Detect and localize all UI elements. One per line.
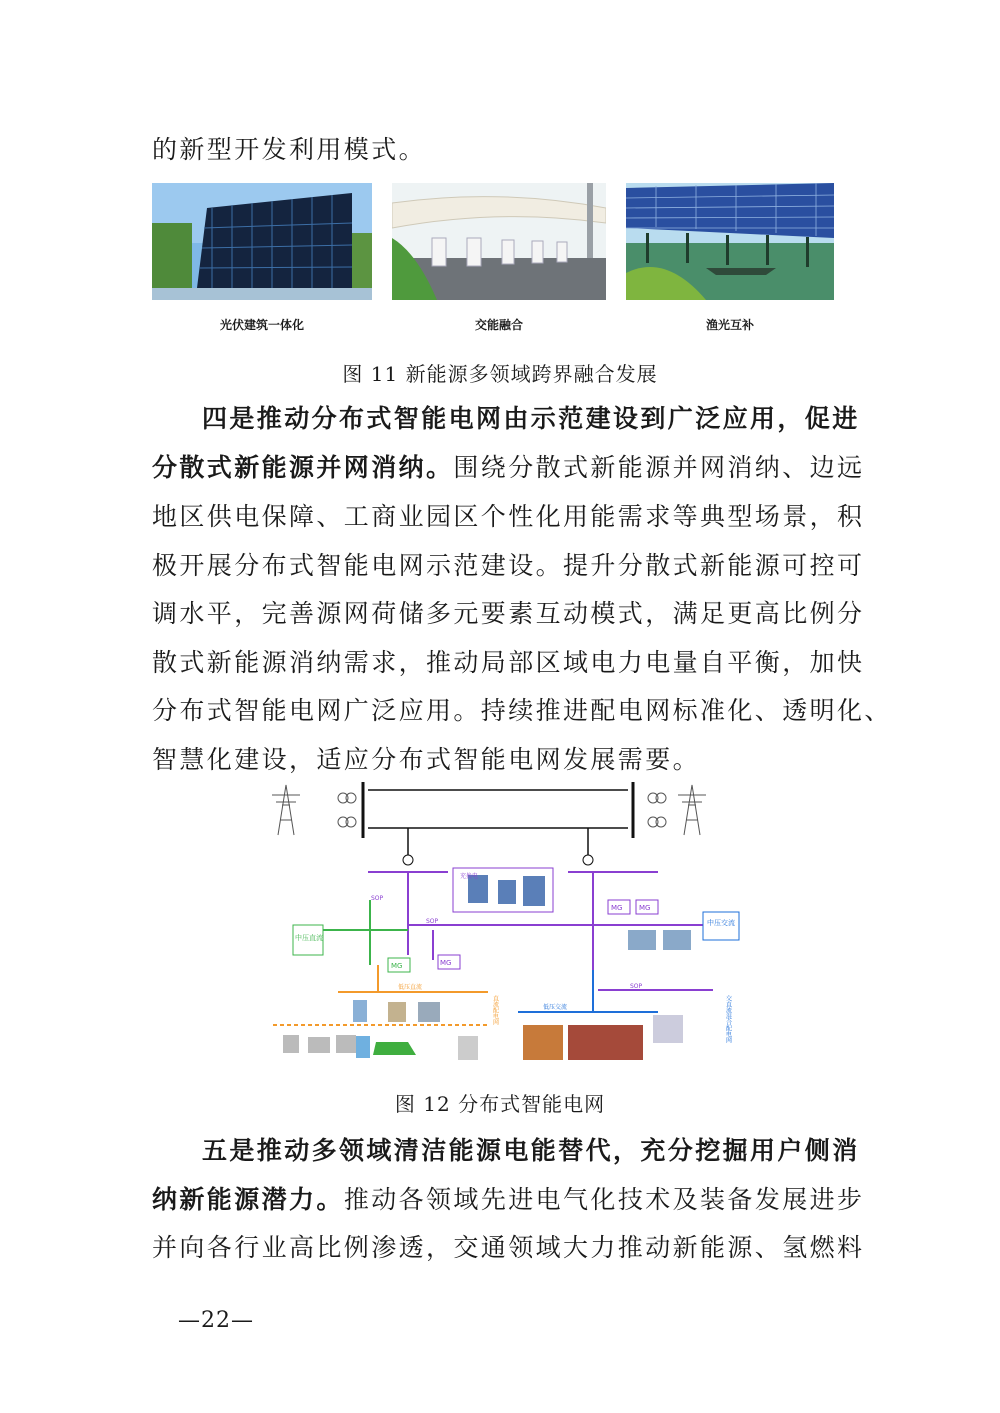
smart-grid-diagram <box>258 780 748 1066</box>
label-mv-ac: 中压交流 <box>707 919 735 927</box>
figure-12-caption: 图 12 分布式智能电网 <box>394 1092 606 1116</box>
photo-label-fishery: 渔光互补 <box>705 318 754 332</box>
section5-line2 <box>152 1183 865 1217</box>
photo-label-pv-building: 光伏建筑一体化 <box>219 318 304 332</box>
section5-heading-line1: 五是推动多领域清洁能源电能替代，充分挖掘用户侧消 <box>202 1136 860 1165</box>
section4-line2 <box>152 451 865 485</box>
section4-line8: 智慧化建设，适应分布式智能电网发展需要。 <box>152 745 701 774</box>
section4-line5: 调水平，完善源网荷储多元要素互动模式，满足更高比例分 <box>152 599 865 628</box>
label-mv-dc: 中压直流 <box>295 934 323 942</box>
label-charging: 充换电 <box>460 873 479 880</box>
section4-line4: 极开展分布式智能电网示范建设。提升分散式新能源可控可 <box>152 551 865 580</box>
section4-line3: 地区供电保障、工商业园区个性化用能需求等典型场景，积 <box>152 502 865 531</box>
section4-line7: 分布式智能电网广泛应用。持续推进配电网标准化、透明化、 <box>152 696 892 725</box>
tower-left <box>272 785 300 835</box>
section5-line2-rest: 推动各领域先进电气化技术及装备发展进步 <box>343 1185 865 1214</box>
section5-heading-tail: 纳新能源潜力。 <box>152 1185 344 1214</box>
photo-fishery-pv <box>626 183 834 300</box>
figure-11-caption: 图 11 新能源多领域跨界融合发展 <box>342 362 658 386</box>
intro-text: 的新型开发利用模式。 <box>152 135 427 164</box>
label-lv-ac: 低压交流 <box>543 1004 568 1011</box>
label-mg-3: MG <box>611 904 623 912</box>
label-sop-1: SOP <box>371 895 384 902</box>
label-mg-2: MG <box>391 962 403 970</box>
photo-label-charging: 交能融合 <box>474 318 523 332</box>
photo-pv-building <box>152 183 372 300</box>
label-mg-1: MG <box>440 959 452 967</box>
label-sop-2: SOP <box>426 918 439 925</box>
section4-heading-line1: 四是推动分布式智能电网由示范建设到广泛应用，促进 <box>202 404 860 433</box>
label-ac-dc-grid: 交直流混合配电网 <box>724 995 732 1043</box>
section5-line3: 并向各行业高比例渗透，交通领域大力推动新能源、氢燃料 <box>152 1233 865 1262</box>
label-sop-3: SOP <box>630 983 643 990</box>
label-mg-4: MG <box>639 904 651 912</box>
section4-line6: 散式新能源消纳需求，推动局部区域电力电量自平衡，加快 <box>152 648 865 677</box>
tower-right <box>678 785 706 835</box>
page-number: —22— <box>178 1308 254 1333</box>
section4-line2-rest: 围绕分散式新能源并网消纳、边远 <box>453 453 865 482</box>
label-dc-grid: 直流配电网 <box>491 995 499 1025</box>
photo-charging-station <box>392 183 606 300</box>
label-lv-dc: 低压直流 <box>398 984 423 991</box>
section4-heading-tail: 分散式新能源并网消纳。 <box>152 453 454 482</box>
